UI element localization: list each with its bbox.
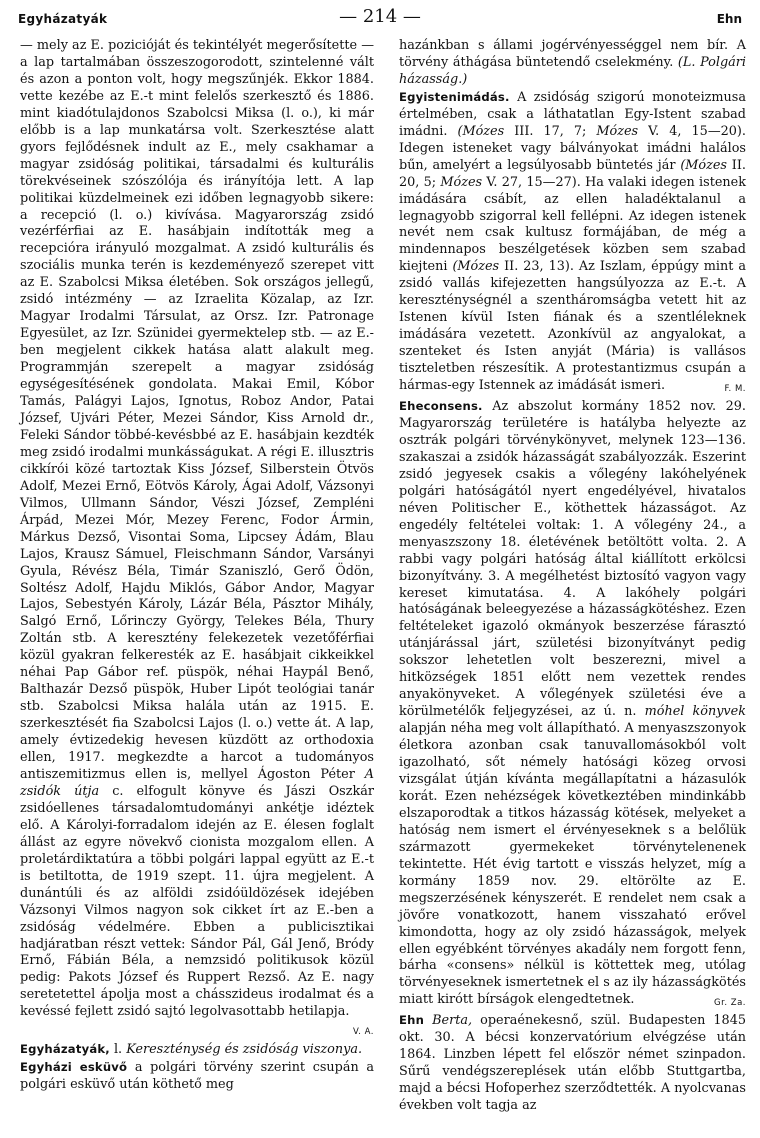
page-header xyxy=(18,4,742,34)
cross-reference[interactable]: (L. Polgári házasság.) xyxy=(399,54,747,87)
right-column xyxy=(399,38,746,1115)
running-head-right: Ehn xyxy=(716,12,742,26)
entry-headword: Egyistenimádás. xyxy=(399,89,510,104)
entry-headword: Ehn xyxy=(399,1013,425,1028)
entry-headword: Egyházatyák, xyxy=(20,1042,110,1057)
entry-ehn-berta: Ehn Berta, operaénekesnő, szül. Budapesten 1845 okt. 30. A bécsi konzervatórium elvégzése után 1864. Linzben lépett fel először német szinpadon. Sűrű vendégszereplések után előbb Stuttgartba, majd a bécsi Hofoperhez szerződtették. A nyolcvanas években volt tagja az xyxy=(399,1013,746,1114)
entry-continuation: hazánkban s állami jogérvényességgel nem bír. A törvény áthágása büntetendő cselekmény. (L. Polgári házasság.) xyxy=(399,38,747,87)
entry-egyhazi-eskuvo: Egyházi esküvő a polgári törvény szerint csupán a polgári esküvő után köthető meg xyxy=(20,1060,374,1093)
entry-eheconsens: Eheconsens. Az abszolut kormány 1852 nov. 29. Magyarország területére is hatályba helyezte az osztrák polgári törvénykönyvet, melynek 123—136. szakaszai a zsidók házasságát szabályozzák. Eszerint zsidó jegyesek csakis a vőlegény lakóhelyének polgári hatóságától nyert engedélyével, hivatalos néven Politischer E., köthettek házasságot. Az engedély feltételei voltak: 1. A vőlegény 24., a menyaszszony 18. életévének betöltött volta. 2. A rabbi vagy polgári hatóság által kiállított erkölcsi bizonyítvány. 3. A megélhetést biztosító vagyon vagy kereset kimutatása. 4. A lakóhely polgári hatóságának beleegyezése a házasságkötéshez. Ezen feltételeket igazoló okmányok beszerzése fárasztó utánjárással járt, születési bizonyítványt pedig sokszor lehetetlen volt beszerezni, mivel a hitközségek 1851 előtt nem vezettek rendes anyakönyveket. A vőlegények születési éve a körülmetélők feljegyzései, az ú. n. móhel könyvek alapján néha meg volt állapítható. A menyaszszonyok életkora azonban csak tanuvallomásokból volt igazolható, sőt némely hatósági közeg orvosi vizsgálat útján kívánta megállapítatni a házasulók korát. Ezen nehézségek következtében mindinkább elszaporodtak a titkos házasság kötések, melyeket a hatóság nem ismert el érvényeseknek s a belőlük származott gyermekeket törvénytelenenek tekintette. Hét évig tartott e visszás helyzet, míg a kormány 1859 nov. 29. eltörölte az E. megszerzésének kényszerét. E rendelet nem csak a jövőre vonatkozott, hanem visszaható erővel kimondotta, hogy az oly zsidó házasságok, melyek ellen egyébként törvényes akadály nem forgott fenn, bárha «consens» nélkül is köttettek meg, utólag törvényeseknek ismertetnek el s az ily házasságkötés miatt kirótt bírságok elengedtetnek. Gr. Za. xyxy=(399,398,746,1009)
author-signature: F. M. xyxy=(724,384,746,395)
entry-headword: Egyházi esküvő xyxy=(20,1060,128,1075)
entry-headword: Eheconsens. xyxy=(399,399,483,414)
entry-egyistenimadas: Egyistenimádás. A zsidóság szigorú monoteizmusa értelmében, csak a láthatatlan Egy-Istent szabad imádni. (Mózes III. 17, 7; Mózes V. 4, 15—20). Idegen isteneket vagy bálványokat imádni halálos bűn, amelyért a legsúlyosabb büntetés jár (Mózes II. 20, 5; Mózes V. 27, 15—27). Ha valaki idegen istenek imádására csábít, az ellen haladéktalanul a legnagyobb szigorral kell fellépni. Az idegen istenek nevét nem csak kultusz formájában, de még a mindennapos beszélgetések közben sem szabad kiejteni (Mózes II. 23, 13). Az Iszlam, éppúgy mint a zsidó vallás kifejezetten hangsúlyozza az E.-t. A kereszténységnél a szentháromságba vetett hit az Istenen kívül Isten fiának és a szentléleknek imádására vezetett. Azonkívül az angyalokat, a szenteket és Isten anyját (Mária) is vallásos tiszteletben részesítik. A protestantizmus csupán a hármas-egy Istennek az imádását ismeri. F. M. xyxy=(399,89,746,395)
cross-reference[interactable]: Kereszténység és zsidóság viszonya. xyxy=(126,1042,363,1058)
left-column xyxy=(20,38,374,1094)
running-head-left: Egyházatyák xyxy=(18,12,108,26)
page-number: — 214 — xyxy=(339,6,421,27)
article-egyenloseg-continuation: — mely az E. pozicióját és tekintélyét megerősítette — a lap tartalmában összeszogorodott, szintelenné vált és azon a ponton volt, hogy megszűnjék. Ekkor 1884. vette kezébe az E.-t mint felelős szerkesztő és 1886. mint kiadótulajdonos Szabolcsi Miksa (l. o.), ki már előbb is a lap munkatársa volt. Szerkesztése alatt gyors fejlődésnek indult az E., mely csakhamar a magyar zsidóság politikai, társadalmi és kulturális törekvéseinek szószólója és irányítója lett. A lap politikai küzdelmeinek ezi időben legnagyobb sikere: a recepció (l. o.) kivívása. Magyarország zsidó vezérférfiai az E. hasábjain indították meg a recepcióra irányuló mozgalmat. A zsidó kulturális és szociális munka terén is kezdeményező szerepet vitt az E. Szabolcsi Miksa életében. Sok országos jellegű, zsidó intézmény — az Izraelita Közalap, az Izr. Magyar Irodalmi Társulat, az Orsz. Izr. Patronage Egyesület, az Izr. Szünidei gyermektelep stb. — az E.-ben megjelent cikkek hatása alatt alakult meg. Programmján szerepelt a magyar zsidóság egységesítésének gondolata. Makai Emil, Kóbor Tamás, Palágyi Lajos, Ignotus, Roboz Andor, Patai József, Ujvári Péter, Mezei Sándor, Kiss Arnold dr., Feleki Sándor többé-kevésbbé az E. hasábjain kezdték meg zsidó irodalmi munkásságukat. A régi E. illusztris cikkírói közé tartoztak Kiss József, Silberstein Ötvös Adolf, Mezei Ernő, Eötvös Károly, Ágai Adolf, Vázsonyi Vilmos, Ullmann Sándor, Vészi József, Zempléni Árpád, Mezei Mór, Mezey Ferenc, Fodor Ármin, Márkus Dezső, Visontai Soma, Lipcsey Ádám, Blau Lajos, Krausz Sámuel, Fleischmann Sándor, Varsányi Gyula, Révész Béla, Timár Szaniszló, Gerő Ödön, Soltész Adolf, Hajdu Miklós, Gábor Andor, Magyar Lajos, Sebestyén Károly, Lázár Béla, Pásztor Mihály, Salgó Ernő, Lőrinczy György, Telekes Béla, Thury Zoltán stb. A keresztény felekezetek vezetőférfiai közül gyakran felkeresték az E. hasábjait cikkeikkel néhai Pap Gábor ref. püspök, néhai Haypál Benő, Balthazár Dezső püspök, Huber Lipót teológiai tanár stb. Szabolcsi Miksa halála után az 1915. E. szerkesztését fia Szabolcsi Lajos (l. o.) vette át. A lap, amely évtizedekig hevesen küzdött az orthodoxia ellen, 1917. megkezdte a harcot a tudományos antiszemitizmus ellen is, mellyel Ágoston Péter A zsidók útja c. elfogult könyve és Jászi Oszkár zsidóellenes társadalomtudományi ankétje idéztek elő. A Károlyi-forradalom idején az E. élesen foglalt állást az egyre növekvő cionista mozgalom ellen. A proletárdiktatúra a többi polgári lappal együtt az E.-t is betiltotta, de 1919 szept. 11. újra megjelent. A dunántúli és az alföldi zsidóüldözések idejében Vázsonyi Vilmos nagyon sok cikket írt az E.-ben a zsidóság védelmére. Ebben a publicisztikai hadjáratban részt vettek: Sándor Pál, Gál Jenő, Bródy Ernő, Fábián Béla, a nemzsidó politikusok közül pedig: Pakots József és Ruppert Rezső. Az E. nagy seretetettel ápolja most a chásszideus irodalmat és a kevéssé fejlett zsidó sajtó legolvasottabb hetilapja. V. A. xyxy=(20,38,374,1021)
author-signature: Gr. Za. xyxy=(714,998,746,1009)
entry-egyhazatyak: Egyházatyák, l. Kereszténység és zsidóság viszonya. xyxy=(20,1042,363,1058)
author-signature: V. A. xyxy=(353,1027,374,1038)
